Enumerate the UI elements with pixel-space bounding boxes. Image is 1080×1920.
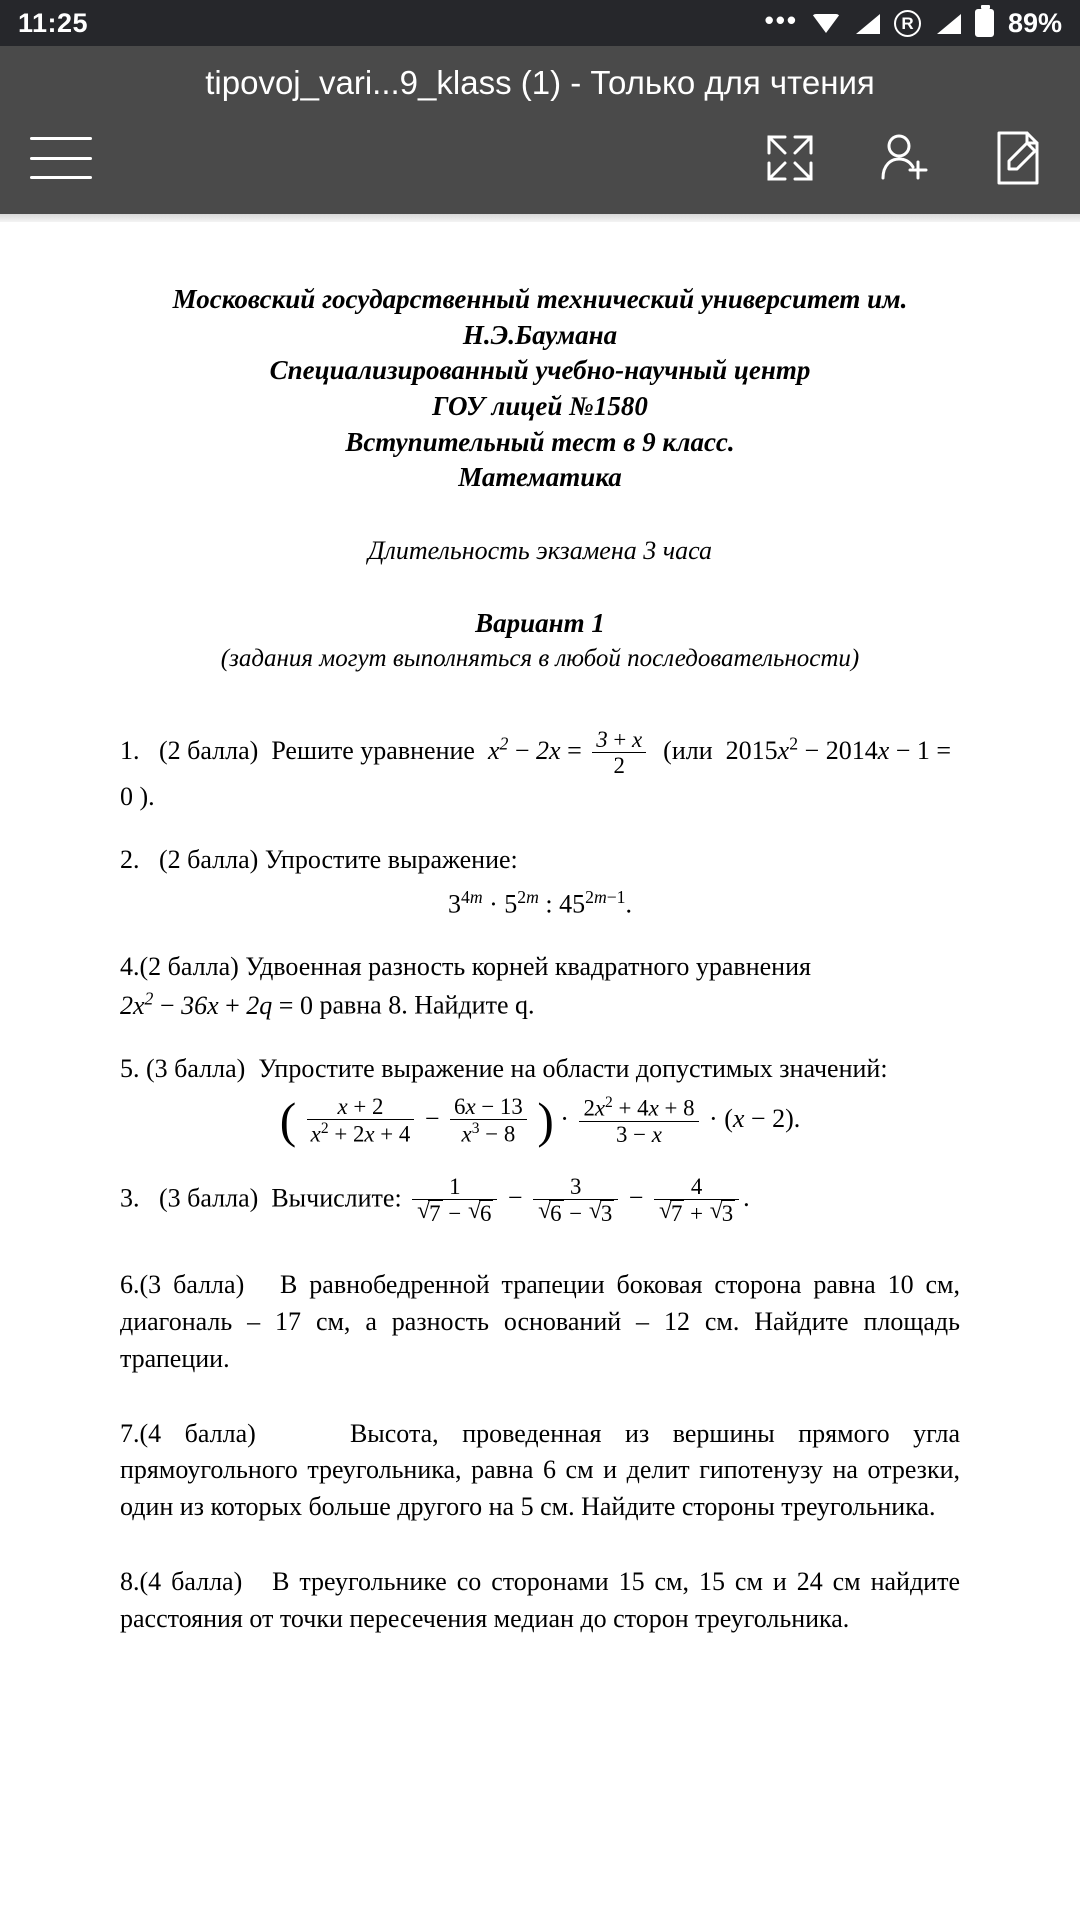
header-line-4: ГОУ лицей №1580 — [432, 390, 648, 421]
variant-note: (задания могут выполняться в любой последовательности) — [220, 644, 860, 672]
header-line-3: Специализированный учебно-научный центр — [269, 355, 811, 386]
status-clock: 11:25 — [18, 7, 89, 38]
task-number: 2. — [120, 844, 140, 874]
task-points: (3 балла) — [159, 1183, 259, 1213]
document-title: tipovoj_vari...9_klass (1) - Только для чтения — [205, 64, 875, 101]
task-text-after: равна 8. Найдите q. — [319, 990, 535, 1020]
r-badge-icon: R — [894, 10, 921, 37]
task-formula: $3^{4m} \cdot 5^{2m}$ : $45^{2m-1}$. — [447, 886, 633, 919]
task-points: (2 балла) — [159, 844, 259, 874]
hamburger-menu-icon[interactable] — [30, 137, 92, 179]
task-item — [120, 949, 960, 1024]
task-points: (2 балла) — [159, 735, 259, 765]
header-line-5: Вступительный тест в 9 класс. — [345, 426, 735, 457]
task-text: Решите уравнение — [271, 735, 475, 765]
document-page — [0, 222, 1080, 1638]
task-formula: 1 √ 7 − √ 6 − 3 √ 6 − √ 3 − 4 √ 7 + √ 3 . — [408, 1183, 750, 1212]
task-points: (3 балла) — [139, 1269, 245, 1299]
task-number: 1. — [120, 735, 140, 765]
header-line-6: Математика — [458, 462, 622, 493]
task-formula: $x^2 - 2x$ = $\frac{3 + x}{2}$ — [488, 736, 657, 765]
document-header — [120, 282, 960, 496]
signal-2-icon — [935, 12, 961, 34]
task-list — [120, 727, 960, 1638]
task-points: (2 балла) — [139, 952, 239, 982]
toolbar-shadow — [0, 214, 1080, 222]
header-line-1: Московский государственный технический университет им. — [172, 284, 908, 314]
task-item — [120, 1416, 960, 1527]
task-points: (4 балла) — [139, 1418, 256, 1448]
task-number: 7. — [120, 1418, 140, 1448]
status-icons — [764, 5, 1062, 39]
task-item — [120, 1564, 960, 1638]
task-item — [120, 842, 960, 923]
task-item — [120, 1051, 960, 1148]
variant-label: Вариант 1 — [475, 607, 605, 638]
more-dots-icon: ••• — [764, 5, 798, 35]
edit-document-icon[interactable] — [986, 126, 1050, 190]
share-user-icon[interactable] — [872, 126, 936, 190]
task-number: 6. — [120, 1269, 140, 1299]
task-item — [120, 727, 960, 816]
wifi-icon — [812, 12, 840, 34]
app-bar — [0, 46, 1080, 214]
task-text: Удвоенная разность корней квадратного уравнения — [245, 952, 811, 982]
task-text: Вычислите: — [271, 1183, 402, 1213]
signal-icon — [854, 12, 880, 34]
task-item — [120, 1174, 960, 1227]
task-number: 8. — [120, 1567, 140, 1597]
task-formula: ( $\frac{x + 2}{x^2 + 2x + 4}$ − $\frac{6x - 13}{x^3 - 8}$ ) · $\frac{2x^2 + 4x + 8}{3 - x}$ · (x − 2). — [279, 1092, 801, 1148]
task-points: (3 балла) — [146, 1053, 246, 1083]
toolbar — [0, 102, 1080, 214]
task-formula-alt: (или $2015x^2 - 2014x - 1 = 0$ ). — [120, 733, 952, 811]
header-line-2: Н.Э.Баумана — [462, 319, 618, 350]
task-points: (4 балла) — [139, 1567, 243, 1597]
task-text: Упростите выражение на области допустимых значений: — [258, 1053, 888, 1083]
task-item — [120, 1267, 960, 1378]
battery-percent: 89% — [1007, 7, 1062, 38]
status-bar — [0, 0, 1080, 46]
task-text: В равнобедренной трапеции боковая сторона равна 10 см, диагональ – 17 см, а разность оснований – 12 см. Найдите площадь трапеции. — [120, 1269, 960, 1373]
task-text: Упростите выражение: — [264, 844, 518, 874]
fullscreen-icon[interactable] — [758, 126, 822, 190]
task-text: Высота, проведенная из вершины прямого угла прямоугольного треугольника, равна 6 см и делит гипотенузу на отрезки, один из которых больше другого на 5 см. Найдите стороны треугольника. — [120, 1418, 960, 1522]
task-number: 3. — [120, 1183, 140, 1213]
task-text: В треугольнике со сторонами 15 см, 15 см и 24 см найдите расстояния от точки пересечения медиан до сторон треугольника. — [120, 1567, 960, 1634]
task-number: 4. — [120, 952, 140, 982]
exam-duration: Длительность экзамена 3 часа — [368, 535, 712, 565]
battery-icon — [975, 9, 994, 37]
task-number: 5. — [120, 1053, 140, 1083]
task-formula: $2x^2 - 36x + 2q = 0$ — [120, 988, 313, 1020]
